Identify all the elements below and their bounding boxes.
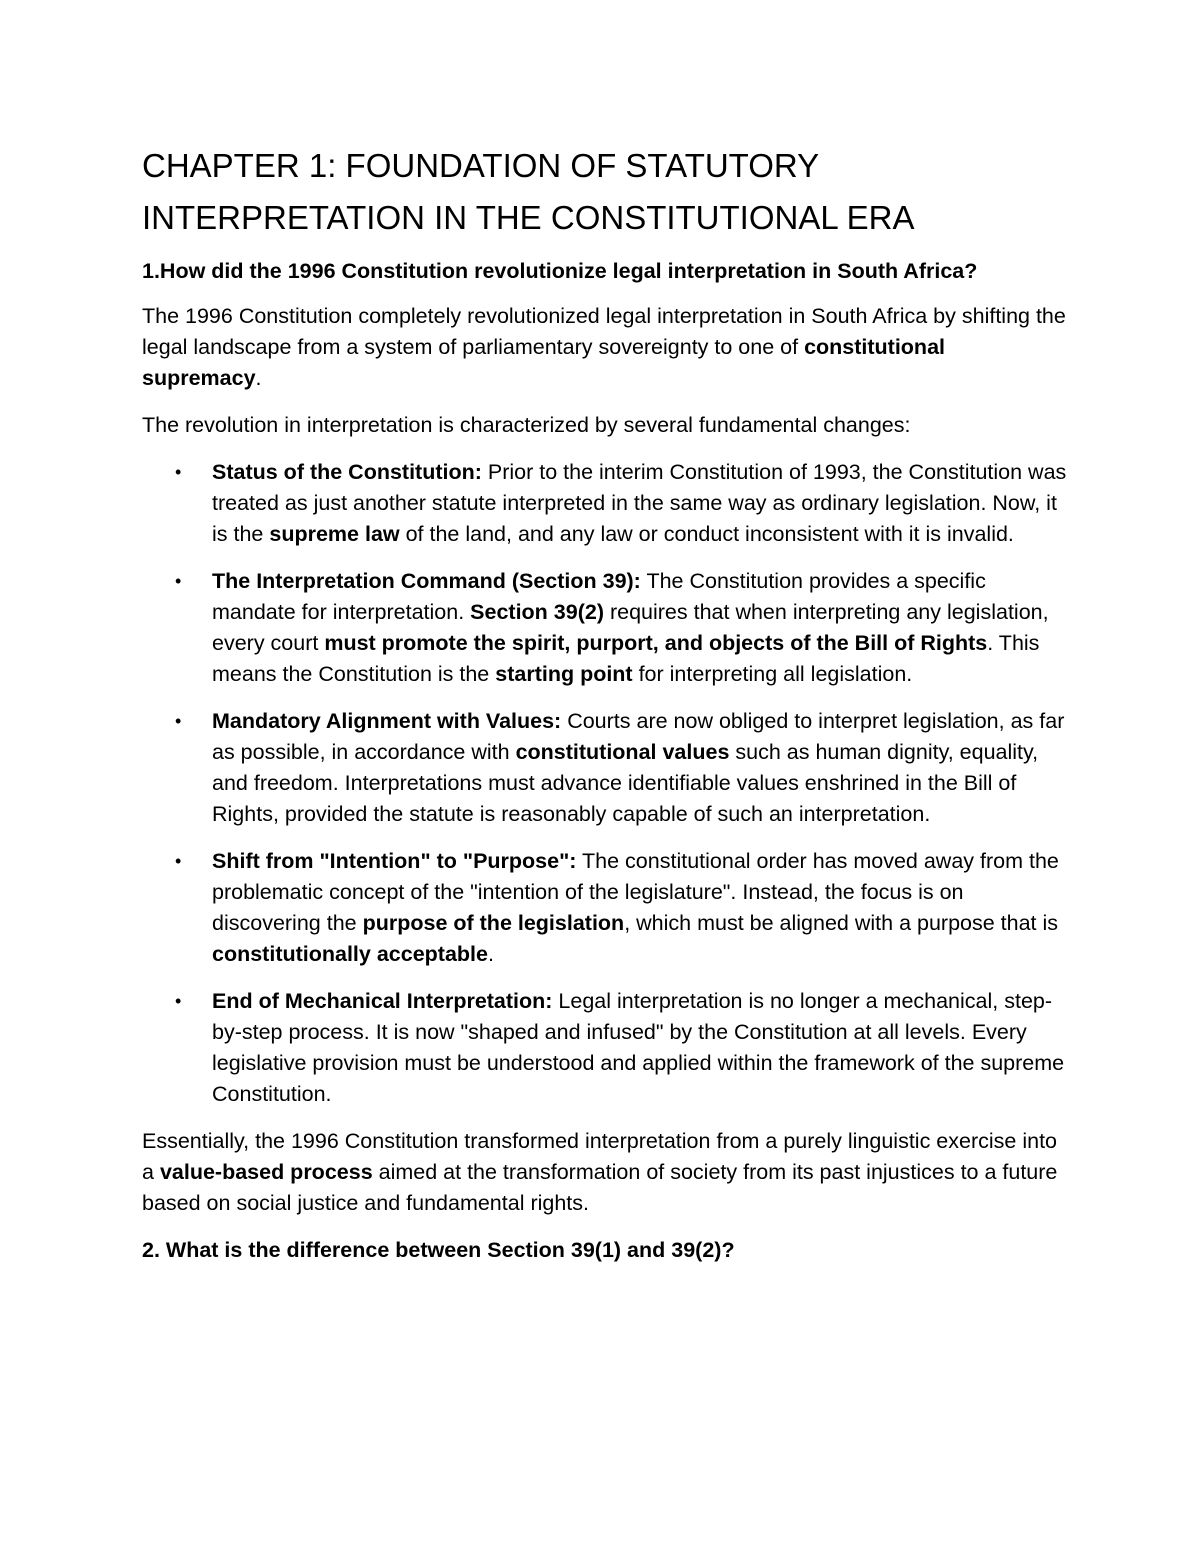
- conclusion-text-2: aimed at the transformation of society from its past injustices to a future based on social justice and fundamental rights.: [142, 1160, 1058, 1215]
- lead-in-paragraph: The revolution in interpretation is characterized by several fundamental changes:: [142, 413, 911, 437]
- intro-text-2: .: [255, 366, 262, 390]
- bullet-icon: •: [175, 571, 182, 591]
- bullet-label: End of Mechanical Interpretation:: [212, 989, 553, 1013]
- list-item: [142, 457, 1067, 550]
- document-page: [142, 140, 1067, 1280]
- bullet-bold: Section 39(2): [470, 600, 604, 624]
- bullet-label: Mandatory Alignment with Values:: [212, 709, 562, 733]
- bullet-bold: starting point: [495, 662, 633, 686]
- bullet-text: Legal interpretation is no longer a mechanical, step-by-step process. It is now "shaped and infused" by the Constitution at all levels. Every legislative provision must be understood and applied within the framework of the supreme Constitution.: [212, 989, 1065, 1106]
- list-item: [142, 566, 1067, 690]
- bullet-text: .: [487, 942, 494, 966]
- chapter-title: CHAPTER 1: FOUNDATION OF STATUTORY INTERPRETATION IN THE CONSTITUTIONAL ERA: [142, 147, 915, 236]
- bullet-icon: •: [175, 711, 182, 731]
- bullet-icon: •: [175, 462, 182, 482]
- list-item: [142, 986, 1067, 1110]
- bullet-label: Shift from "Intention" to "Purpose":: [212, 849, 577, 873]
- bullet-icon: •: [175, 851, 182, 871]
- bullet-bold: must promote the spirit, purport, and objects of the Bill of Rights: [324, 631, 988, 655]
- bullet-text: for interpreting all legislation.: [632, 662, 913, 686]
- bullet-text: The constitutional order has moved away from the problematic concept of the "intention of the legislature". Instead, the focus is on discovering the: [212, 849, 1059, 935]
- intro-paragraph: [142, 301, 1067, 394]
- question-1-heading: 1.How did the 1996 Constitution revolutionize legal interpretation in South Africa?: [142, 259, 978, 283]
- bullet-label: The Interpretation Command (Section 39):: [212, 569, 641, 593]
- conclusion-bold-1: value-based process: [159, 1160, 373, 1184]
- bullet-text: Prior to the interim Constitution of 1993, the Constitution was treated as just another statute interpreted in the same way as ordinary legislation. Now, it is the: [212, 460, 1067, 546]
- changes-list: [142, 457, 1067, 1110]
- bullet-bold: supreme law: [269, 522, 400, 546]
- question-2-heading: 2. What is the difference between Section 39(1) and 39(2)?: [142, 1238, 735, 1262]
- conclusion-text-1: Essentially, the 1996 Constitution transformed interpretation from a purely linguistic exercise into a: [142, 1129, 1057, 1184]
- bullet-text: The Constitution provides a specific mandate for interpretation.: [212, 569, 986, 624]
- bullet-bold: constitutionally acceptable: [212, 942, 488, 966]
- bullet-bold: constitutional values: [515, 740, 730, 764]
- intro-text-1: The 1996 Constitution completely revolutionized legal interpretation in South Africa by shifting the legal landscape from a system of parliamentary sovereignty to one of: [142, 304, 1066, 359]
- bullet-text: of the land, and any law or conduct inconsistent with it is invalid.: [399, 522, 1014, 546]
- bullet-text: , which must be aligned with a purpose that is: [624, 911, 1059, 935]
- bullet-text: requires that when interpreting any legislation, every court: [212, 600, 1049, 655]
- bullet-text: Courts are now obliged to interpret legislation, as far as possible, in accordance with: [212, 709, 1065, 764]
- bullet-text: . This means the Constitution is the: [212, 631, 1040, 686]
- bullet-label: Status of the Constitution:: [212, 460, 482, 484]
- bullet-text: such as human dignity, equality, and freedom. Interpretations must advance identifiable values enshrined in the Bill of Rights, provided the statute is reasonably capable of such an interpretation.: [212, 740, 1039, 826]
- list-item: [142, 706, 1067, 830]
- list-item: [142, 846, 1067, 970]
- bullet-icon: •: [175, 991, 182, 1011]
- conclusion-paragraph: [142, 1126, 1067, 1219]
- intro-bold-1: constitutional supremacy: [142, 335, 945, 390]
- bullet-bold: purpose of the legislation: [362, 911, 625, 935]
